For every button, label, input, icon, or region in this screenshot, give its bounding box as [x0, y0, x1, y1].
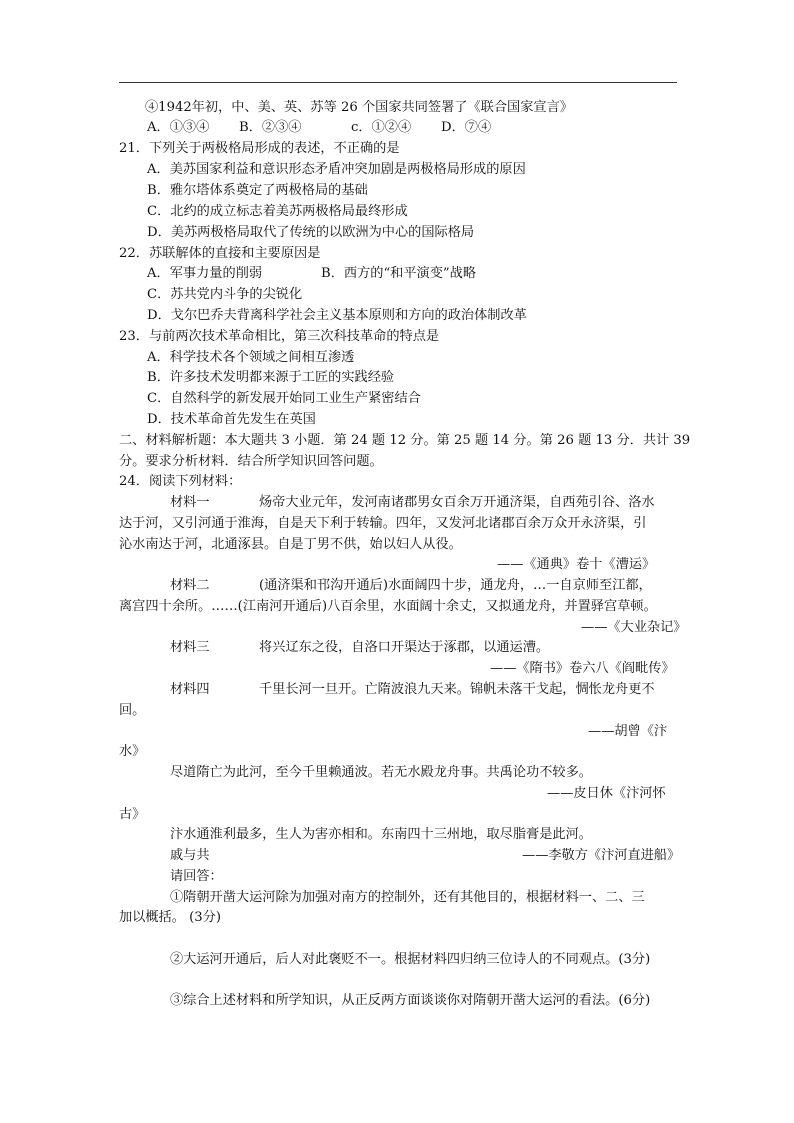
material4-poem2: 尽道隋亡为此河，至今千里赖通波。若无水殿龙舟事。共禹论功不较多。: [170, 765, 592, 780]
section2-heading-line1: 二、材料解析题：本大题共 3 小题．第 24 题 12 分。第 25 题 14 分。第 26 题 13 分．共计 39: [119, 433, 691, 448]
q20-options: [147, 120, 491, 136]
q21-option-d: D．美苏两极格局取代了传统的以欧洲为中心的国际格局: [147, 225, 475, 240]
material4-source2: ——皮日休《汴河怀: [547, 786, 666, 801]
material4-label: 材料四: [170, 682, 210, 697]
material3-source: ——《隋书》卷六八《阎毗传》: [490, 661, 675, 676]
q23-option-b: B．许多技术发明都来源于工匠的实践经验: [147, 370, 395, 385]
material2-line1: (通济渠和邗沟开通后)水面阔四十步，通龙舟，…一自京师至江都，: [259, 578, 652, 593]
material2-line2: 离宫四十余所。……(江南河开通后)八百余里，水面阔十余丈，又拟通龙舟，并置驿宫草顿。: [119, 599, 657, 614]
q20-option-b: B．②③④: [239, 120, 302, 135]
subquestion-2: ②大运河开通后，后人对此褒贬不一。根据材料四归纳三位诗人的不同观点。(3分): [170, 952, 651, 967]
q20-option-d: D．⑦④: [441, 120, 492, 135]
material4-poem3-end: 戚与共: [170, 848, 210, 863]
q23-option-a: A．科学技术各个领域之间相互渗透: [147, 350, 355, 365]
q21-option-b: B．雅尔塔体系奠定了两极格局的基础: [147, 183, 368, 198]
q22-option-b: B．西方的“和平演变”战略: [321, 266, 477, 281]
material3-label: 材料三: [170, 640, 210, 655]
material1-source: ——《通典》卷十《漕运》: [497, 557, 656, 572]
material4-source1-end: 水》: [119, 744, 146, 759]
q22-option-c: C．苏共党内斗争的尖锐化: [147, 287, 303, 302]
material4-poem1-end: 回。: [119, 703, 146, 718]
material4-poem1: 千里长河一旦开。亡隋波浪九天来。锦帆未落干戈起，惆怅龙舟更不: [259, 682, 655, 697]
section2-heading-line2: 分。要求分析材料．结合所学知识回答问题。: [119, 454, 383, 469]
answer-prompt: 请回答：: [170, 869, 223, 884]
q23-option-c: C．自然科学的新发展开始同工业生产紧密结合: [147, 391, 421, 406]
subquestion-1-end: 加以概括。 (3分): [119, 910, 221, 925]
material3-line1: 将兴辽东之役，自洛口开渠达于涿郡，以通运漕。: [259, 640, 550, 655]
q20-item4: ④1942年初，中、美、英、苏等 26 个国家共同签署了《联合国家宣言》: [145, 100, 573, 115]
q20-option-c: c．①②④: [351, 120, 412, 135]
q21-option-a: A．美苏国家利益和意识形态矛盾冲突加剧是两极格局形成的原因: [147, 162, 526, 177]
material4-source1: ——胡曾《汴: [588, 724, 668, 739]
material1-line3: 沁水南达于河，北通涿县。自是丁男不供，始以妇人从役。: [119, 537, 462, 552]
material1-line1: 炀帝大业元年，发河南诸郡男女百余万开通济渠，自西苑引谷、洛水: [259, 495, 655, 510]
q22-option-d: D．戈尔巴乔夫背离科学社会主义基本原则和方向的政治体制改革: [147, 308, 527, 323]
subquestion-3: ③综合上述材料和所学知识，从正反两方面谈谈你对隋朝开凿大运河的看法。(6分): [170, 993, 651, 1008]
subquestion-1: ①隋朝开凿大运河除为加强对南方的控制外，还有其他目的，根据材料一、二、三: [170, 890, 645, 905]
material1-label: 材料一: [170, 495, 210, 510]
material4-poem3: 汴水通淮利最多，生人为害亦相和。东南四十三州地，取尽脂膏是此河。: [170, 827, 592, 842]
q21-option-c: C．北约的成立标志着美苏两极格局最终形成: [147, 204, 408, 219]
q24-stem: 24．阅读下列材料：: [119, 474, 242, 489]
header-rule: [119, 82, 677, 83]
material2-source: ——《大业杂记》: [581, 620, 687, 635]
q23-option-d: D．技术革命首先发生在英国: [147, 412, 316, 427]
q23-stem: 23．与前两次技术革命相比，第三次科技革命的特点是: [119, 329, 440, 344]
q20-option-a: A．①③④: [147, 120, 210, 135]
q22-option-a: A．军事力量的削弱: [147, 266, 263, 281]
material2-label: 材料二: [170, 578, 210, 593]
material4-source3: ——李敬方《汴河直进船》: [522, 848, 681, 863]
q22-stem: 22．苏联解体的直接和主要原因是: [119, 246, 321, 261]
material4-source2-end: 古》: [119, 807, 146, 822]
q21-stem: 21．下列关于两极格局形成的表述，不正确的是: [119, 141, 400, 156]
material1-line2: 达于河，又引河通于淮海，自是天下利于转输。四年，又发河北诸郡百余万众开永济渠，引: [119, 516, 647, 531]
